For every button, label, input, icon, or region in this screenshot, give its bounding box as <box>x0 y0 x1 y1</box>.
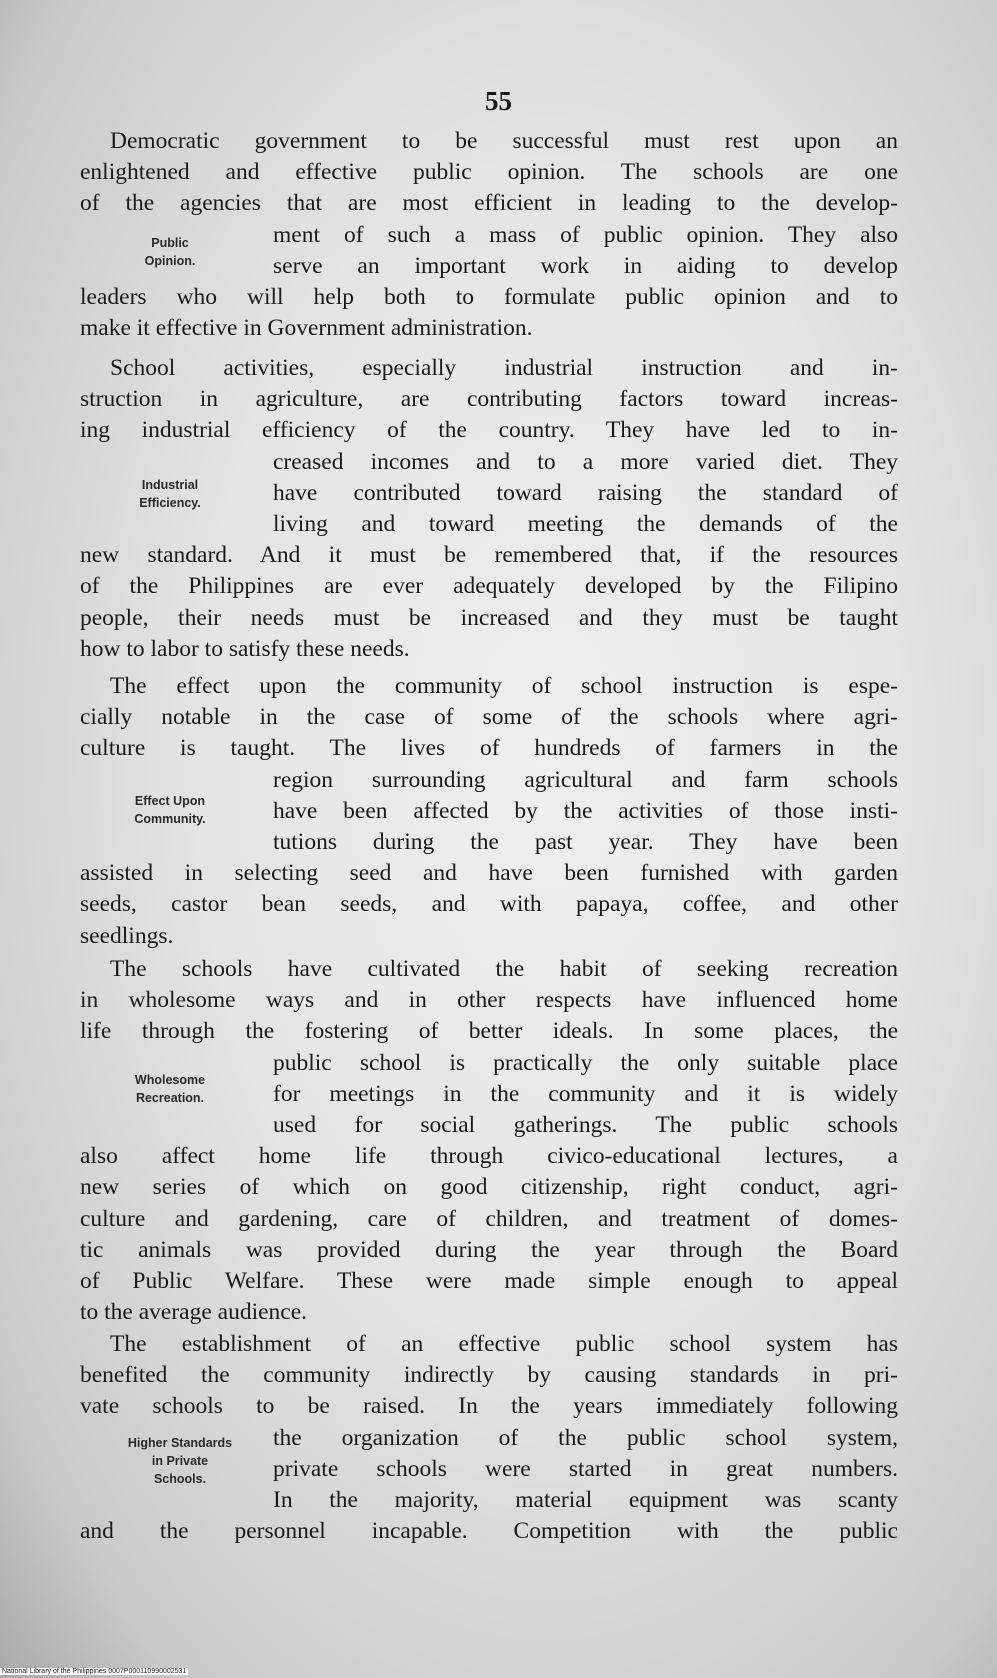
text-line: benefited the community indirectly by causing standards in pri- <box>80 1362 898 1389</box>
margin-note-line: Wholesome <box>134 1073 206 1087</box>
paragraph-wholesome-recreation <box>80 954 898 1328</box>
text-line: new series of which on good citizenship, right conduct, agri- <box>80 1174 898 1201</box>
margin-note-line: Schools. <box>153 1472 207 1486</box>
archive-footer: National Library of the Philippines 0007P000110990002531 <box>2 1668 187 1675</box>
margin-note-industrial-efficiency <box>110 476 230 512</box>
text-line: seedlings. <box>80 922 174 949</box>
text-line: culture and gardening, care of children, and treatment of domes- <box>80 1205 898 1232</box>
margin-note-effect-upon-community <box>110 792 230 828</box>
text-line: how to labor to satisfy these needs. <box>80 635 410 662</box>
text-line: of the agencies that are most efficient in leading to the develop- <box>80 190 898 217</box>
text-line: have been affected by the activities of those insti- <box>273 797 898 824</box>
margin-note-line: Opinion. <box>144 254 196 268</box>
text-line: struction in agriculture, are contributing factors toward increas- <box>80 386 898 413</box>
text-line: The schools have cultivated the habit of seeking recreation <box>110 956 898 982</box>
margin-note-line: Public <box>151 236 189 250</box>
text-line: the organization of the public school system, <box>273 1424 898 1451</box>
text-line: School activities, especially industrial instruction and in- <box>110 355 898 381</box>
text-line: new standard. And it must be remembered that, if the resources <box>80 542 898 569</box>
text-line: creased incomes and to a more varied diet. They <box>273 448 898 475</box>
text-line: have contributed toward raising the standard of <box>273 479 898 506</box>
text-line: make it effective in Government administration. <box>80 315 533 342</box>
text-line: tutions during the past year. They have been <box>273 828 898 855</box>
text-line: life through the fostering of better ideals. In some places, the <box>80 1018 898 1045</box>
text-line: of Public Welfare. These were made simple enough to appeal <box>80 1267 898 1294</box>
text-line: leaders who will help both to formulate public opinion and to <box>80 283 898 310</box>
text-line: also affect home life through civico-educational lectures, a <box>80 1143 898 1170</box>
text-line: The effect upon the community of school instruction is espe- <box>110 673 898 699</box>
text-line: for meetings in the community and it is widely <box>273 1080 898 1107</box>
margin-note-line: Industrial <box>141 478 199 492</box>
text-line: people, their needs must be increased and they must be taught <box>80 604 898 631</box>
margin-note-wholesome-recreation <box>110 1071 230 1107</box>
margin-note-line: Efficiency. <box>139 496 201 510</box>
text-line: serve an important work in aiding to develop <box>273 252 898 279</box>
text-line: private schools were started in great numbers. <box>273 1455 898 1482</box>
text-line: used for social gatherings. The public schools <box>273 1111 898 1138</box>
page-number: 55 <box>485 86 512 116</box>
text-line: of the Philippines are ever adequately developed by the Filipino <box>80 573 898 600</box>
margin-note-line: Effect Upon <box>134 794 206 808</box>
text-line: cially notable in the case of some of the schools where agri- <box>80 704 898 731</box>
text-line: public school is practically the only suitable place <box>273 1049 898 1076</box>
text-line: assisted in selecting seed and have been furnished with garden <box>80 860 898 887</box>
margin-note-higher-standards <box>110 1434 250 1488</box>
text-line: ment of such a mass of public opinion. They also <box>273 221 898 248</box>
text-line: vate schools to be raised. In the years immediately following <box>80 1393 898 1420</box>
margin-note-public-opinion <box>110 234 230 270</box>
text-line: region surrounding agricultural and farm schools <box>273 766 898 793</box>
text-line: living and toward meeting the demands of the <box>273 510 898 537</box>
text-line: culture is taught. The lives of hundreds of farmers in the <box>80 735 898 762</box>
margin-note-line: Higher Standards <box>127 1436 233 1450</box>
text-line: tic animals was provided during the year through the Board <box>80 1236 898 1263</box>
text-line: enlightened and effective public opinion. The schools are one <box>80 159 898 186</box>
text-line: The establishment of an effective public school system has <box>110 1331 898 1357</box>
text-line: Democratic government to be successful must rest upon an <box>110 128 898 154</box>
text-line: ing industrial efficiency of the country. They have led to in- <box>80 417 898 444</box>
margin-note-line: Community. <box>134 812 206 826</box>
text-line: in wholesome ways and in other respects have influenced home <box>80 987 898 1014</box>
text-line: In the majority, material equipment was scanty <box>273 1486 898 1513</box>
text-line: seeds, castor bean seeds, and with papaya, coffee, and other <box>80 891 898 918</box>
margin-note-line: Recreation. <box>135 1091 205 1105</box>
margin-note-line: in Private <box>151 1454 209 1468</box>
text-line: and the personnel incapable. Competition with the public <box>80 1518 898 1545</box>
text-line: to the average audience. <box>80 1299 308 1326</box>
